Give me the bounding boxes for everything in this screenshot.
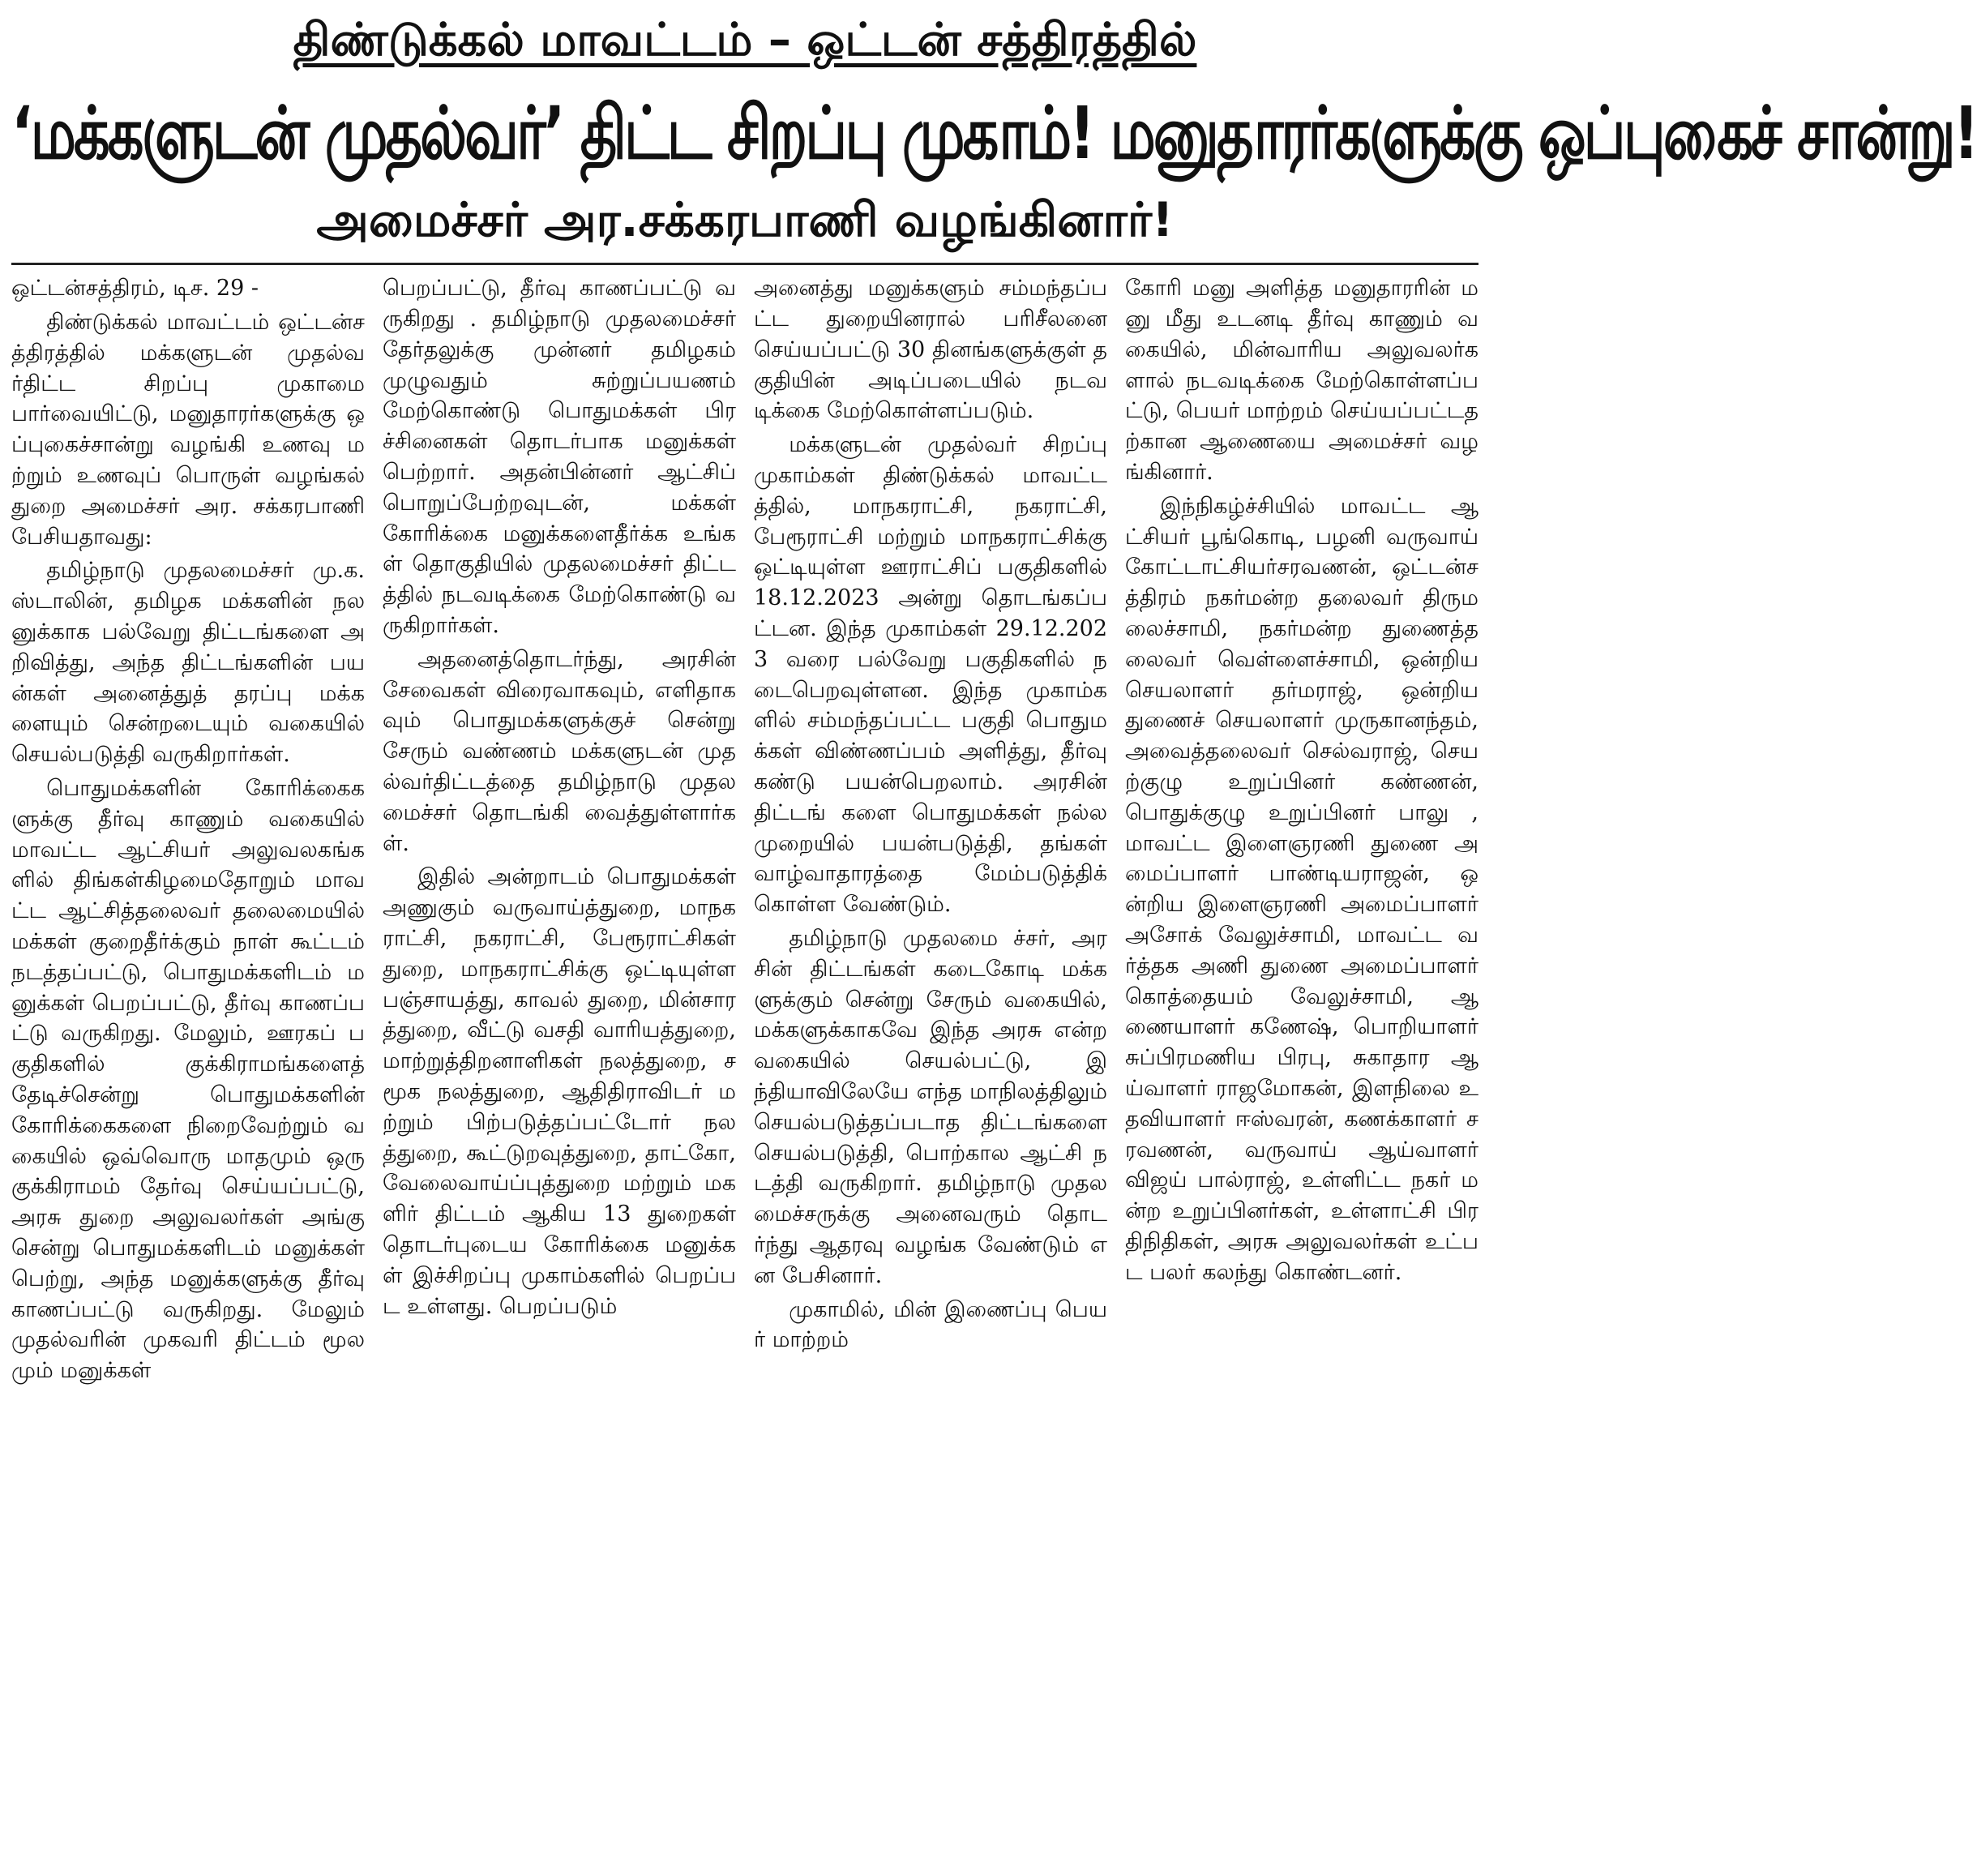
paragraph: பொதுமக்களின் கோரிக்கைகளுக்கு தீர்வு காணும் வகையில் மாவட்ட ஆட்சியர் அலுவலகங்களில் திங்கள்கிழமைதோறும் மாவட்ட ஆட்சித்தலைவர் தலைமையில் மக்கள் குறைதீர்க்கும் நாள் கூட்டம் நடத்தப்பட்டு, பொதுமக்களிடம் மனுக்கள் பெறப்பட்டு, தீர்வு காணப்பட்டு வருகிறது. மேலும், ஊரகப் பகுதிகளில் குக்கிராமங்களைத் தேடிச்சென்று பொதுமக்களின் கோரிக்கைகளை நிறைவேற்றும் வகையில் ஒவ்வொரு மாதமும் ஒரு குக்கிராமம் தேர்வு செய்யப்பட்டு, அரசு துறை அலுவலர்கள் அங்கு சென்று பொதுமக்களிடம் மனுக்கள் பெற்று, அந்த மனுக்களுக்கு தீர்வு காணப்பட்டு வருகிறது. மேலும் முதல்வரின் முகவரி திட்டம் மூலமும் மனுக்கள் [11,776,365,1384]
paragraph: பெறப்பட்டு, தீர்வு காணப்பட்டு வருகிறது . தமிழ்நாடு முதலமைச்சர் தேர்தலுக்கு முன்னர் தமிழகம் முழுவதும் சுற்றுப்பயணம் மேற்கொண்டு பொதுமக்கள் பிரச்சினைகள் தொடர்பாக மனுக்கள் பெற்றார். அதன்பின்னர் ஆட்சிப் பொறுப்பேற்றவுடன், மக்கள் கோரிக்கை மனுக்களைதீர்க்க உங்கள் தொகுதியில் முதலமைச்சர் திட்டத்தில் நடவடிக்கை மேற்கொண்டு வருகிறார்கள். [383,276,736,639]
paragraph: தமிழ்நாடு முதலமை ச்சர், அரசின் திட்டங்கள் கடைகோடி மக்களுக்கும் சென்று சேரும் வகையில், மக்களுக்காகவே இந்த அரசு என்ற வகையில் செயல்பட்டு, இந்தியாவிலேயே எந்த மாநிலத்திலும் செயல்படுத்தப்படாத திட்டங்களை செயல்படுத்தி, பொற்கால ஆட்சி நடத்தி வருகிறார். தமிழ்நாடு முதலமைச்சருக்கு அனைவரும் தொடர்ந்து ஆதரவு வழங்க வேண்டும் என பேசினார். [754,926,1107,1288]
article-body [11,273,1478,1842]
paragraph: ஒட்டன்சத்திரம், டிச. 29 - [11,276,259,302]
paragraph: முகாமில், மின் இணைப்பு பெயர் மாற்றம் [754,1296,1107,1353]
paragraph: இந்நிகழ்ச்சியில் மாவட்ட ஆட்சியர் பூங்கொடி, பழனி வருவாய் கோட்டாட்சியர்சரவணன், ஒட்டன்சத்திரம் நகர்மன்ற தலைவர் திருமலைச்சாமி, நகர்மன்ற துணைத்தலைவர் வெள்ளைச்சாமி, ஒன்றிய செயலாளர் தர்மராஜ், ஒன்றிய துணைச் செயலாளர் முருகானந்தம், அவைத்தலைவர் செல்வராஜ், செயற்குழு உறுப்பினர் கண்ணன், பொதுக்குழு உறுப்பினர் பாலு ,மாவட்ட இளைஞரணி துணை அமைப்பாளர் பாண்டியராஜன், ஒன்றிய இளைஞரணி அமைப்பாளர் அசோக் வேலுச்சாமி, மாவட்ட வர்த்தக அணி துணை அமைப்பாளர் கொத்தையம் வேலுச்சாமி, ஆணையாளர் கணேஷ், பொறியாளர் சுப்பிரமணிய பிரபு, சுகாதார ஆய்வாளர் ராஜமோகன், இளநிலை உதவியாளர் ஈஸ்வரன், கணக்காளர் சரவணன், வருவாய் ஆய்வாளர் விஜய் பால்ராஜ், உள்ளிட்ட நகர் மன்ற உறுப்பினர்கள், உள்ளாட்சி பிரதிநிதிகள், அரசு அலுவலர்கள் உட்பட பலர் கலந்து கொண்டனர். [1125,493,1478,1285]
paragraph: கோரி மனு அளித்த மனுதாரரின் மனு மீது உடனடி தீர்வு காணும் வகையில், மின்வாரிய அலுவலர்களால் நடவடிக்கை மேற்கொள்ளப்பட்டு, பெயர் மாற்றம் செய்யப்பட்டதற்கான ஆணையை அமைச்சர் வழங்கினார். [1125,276,1478,486]
column-1 [11,273,365,1842]
paragraph: மக்களுடன் முதல்வர் சிறப்பு முகாம்கள் திண்டுக்கல் மாவட்டத்தில், மாநகராட்சி, நகராட்சி, பேரூராட்சி மற்றும் மாநகராட்சிக்கு ஒட்டியுள்ள ஊராட்சிப் பகுதிகளில் 18.12.2023 அன்று தொடங்கப்பட்டன. இந்த முகாம்கள் 29.12.2023 வரை பல்வேறு பகுதிகளில் நடைபெறவுள்ளன. இந்த முகாம்களில் சம்மந்தப்பட்ட பகுதி பொதுமக்கள் விண்ணப்பம் அளித்து, தீர்வு கண்டு பயன்பெறலாம். அரசின் திட்டங் களை பொதுமக்கள் நல்ல முறையில் பயன்படுத்தி, தங்கள் வாழ்வாதாரத்தை மேம்படுத்திக் கொள்ள வேண்டும். [754,432,1107,918]
article-subhead: அமைச்சர் அர.சக்கரபாணி வழங்கினார்! [316,191,1174,247]
column-3 [754,273,1107,1842]
article-headline: ‘மக்களுடன் முதல்வர்’ திட்ட சிறப்பு முகாம்! மனுதாரர்களுக்கு ஒப்புகைச் சான்று! [11,90,1977,176]
paragraph: தமிழ்நாடு முதலமைச்சர் மு.க.ஸ்டாலின், தமிழக மக்களின் நலனுக்காக பல்வேறு திட்டங்களை அறிவித்து, அந்த திட்டங்களின் பயன்கள் அனைத்துத் தரப்பு மக்களையும் சென்றடையும் வகையில் செயல்படுத்தி வருகிறார்கள். [11,558,365,768]
column-4 [1125,273,1478,1842]
paragraph: அதனைத்தொடர்ந்து, அரசின் சேவைகள் விரைவாகவும், எளிதாகவும் பொதுமக்களுக்குச் சென்று சேரும் வண்ணம் மக்களுடன் முதல்வர்திட்டத்தை தமிழ்நாடு முதலமைச்சர் தொடங்கி வைத்துள்ளார்கள். [383,646,736,856]
paragraph: அனைத்து மனுக்களும் சம்மந்தப்பட்ட துறையினரால் பரிசீலனை செய்யப்பட்டு 30 தினங்களுக்குள் தகுதியின் அடிப்படையில் நடவடிக்கை மேற்கொள்ளப்படும். [754,276,1107,424]
divider [11,263,1478,265]
paragraph: இதில் அன்றாடம் பொதுமக்கள் அணுகும் வருவாய்த்துறை, மாநகராட்சி, நகராட்சி, பேரூராட்சிகள் துறை, மாநகராட்சிக்கு ஒட்டியுள்ள பஞ்சாயத்து, காவல் துறை, மின்சாரத்துறை, வீட்டு வசதி வாரியத்துறை, மாற்றுத்திறனாளிகள் நலத்துறை, சமூக நலத்துறை, ஆதிதிராவிடர் மற்றும் பிற்படுத்தப்பட்டோர் நலத்துறை, கூட்டுறவுத்துறை, தாட்கோ, வேலைவாய்ப்புத்துறை மற்றும் மகளிர் திட்டம் ஆகிய 13 துறைகள் தொடர்புடைய கோரிக்கை மனுக்கள் இச்சிறப்பு முகாம்களில் பெறப்பட உள்ளது. பெறப்படும் [383,864,736,1319]
column-2 [383,273,736,1842]
paragraph: திண்டுக்கல் மாவட்டம் ஒட்டன்சத்திரத்தில் மக்களுடன் முதல்வர்திட்ட சிறப்பு முகாமை பார்வையிட்டு, மனுதாரர்களுக்கு ஒப்புகைச்சான்று வழங்கி உணவு மற்றும் உணவுப் பொருள் வழங்கல் துறை அமைச்சர் அர. சக்கரபாணி பேசியதாவது: [11,310,365,550]
article-kicker: திண்டுக்கல் மாவட்டம் – ஒட்டன் சத்திரத்தில் [293,14,1197,66]
